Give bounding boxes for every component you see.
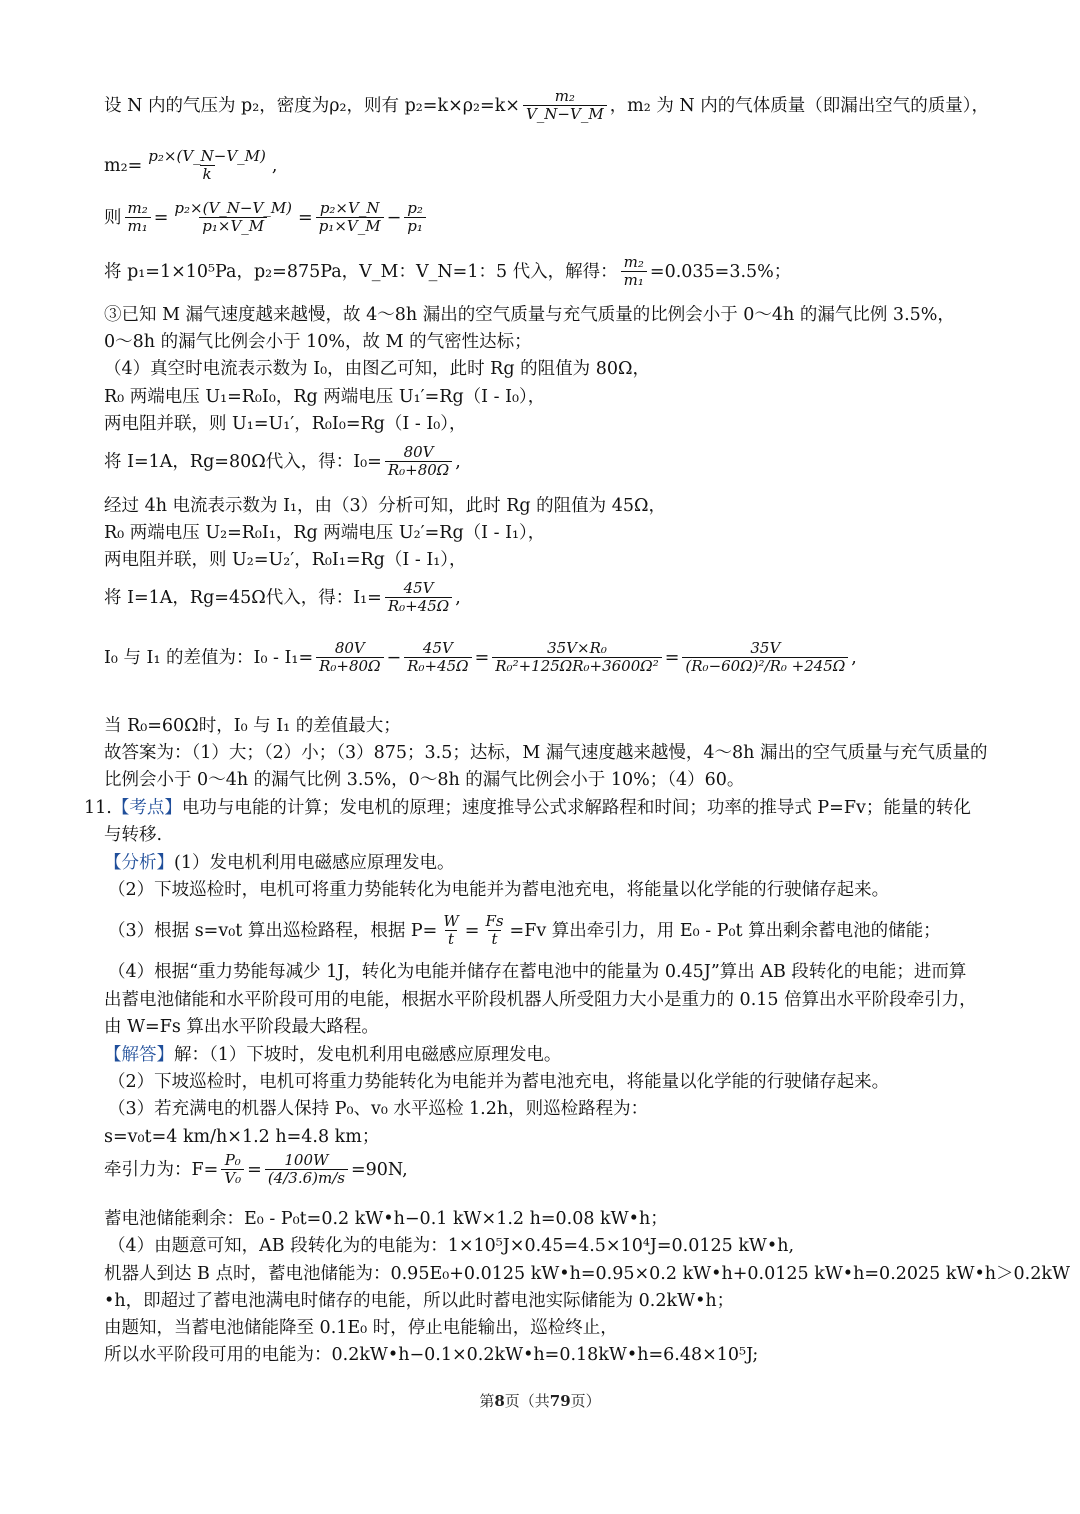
text-line: （2）下坡巡检时，电机可将重力势能转化为电能并为蓄电池充电，将能量以化学能的行驶储存起来。 bbox=[108, 880, 890, 900]
line-difference-expr: I₀ 与 I₁ 的差值为：I₀ - I₁= $\frac{80V}{\text{R₀+80Ω}}$ − $\frac{45V}{\text{R₀+45Ω}}$ = $\frac{\text{35V×R₀}}{\text{R₀²+125ΩR₀+3600Ω²}}$ = $\frac{35V}{\text{(R₀−60Ω)²/R₀ +245Ω}}$ , bbox=[104, 639, 857, 675]
fraction: $\frac{45V}{\text{R₀+45Ω}}$ bbox=[385, 580, 452, 615]
text: ，m₂ 为 N 内的气体质量（即漏出空气的质量）， bbox=[609, 95, 990, 116]
text-line: •h，即超过了蓄电池满电时储存的电能，所以此时蓄电池实际储能为 0.2kW•h； bbox=[104, 1291, 735, 1311]
text-line: ③已知 M 漏气速度越来越慢，故 4～8h 漏出的空气质量与充气质量的比例会小于 0～4h 的漏气比例 3.5%， bbox=[104, 305, 955, 325]
text-line: 两电阻并联，则 U₁=U₁′，R₀I₀=Rg（I - I₀）， bbox=[104, 414, 467, 434]
fraction: $\frac{\text{35V×R₀}}{\text{R₀²+125ΩR₀+3600Ω²}}$ bbox=[492, 640, 661, 675]
text-line: （3）若充满电的机器人保持 P₀、v₀ 水平巡检 1.2h，则巡检路程为： bbox=[108, 1099, 649, 1119]
text-line: 由 W=Fs 算出水平阶段最大路程。 bbox=[104, 1017, 379, 1037]
fraction: $\frac{\text{m₂}}{V\_N-V\_M}$ bbox=[523, 88, 607, 123]
fraction: $\frac{W}{t}$ bbox=[443, 912, 459, 948]
fraction: $\frac{100W}{(4/3.6)m/s}$ bbox=[265, 1152, 348, 1187]
question-number: 11. bbox=[84, 798, 112, 818]
fraction: $\frac{\text{p₂×(V\_N−V\_M)}}{k}$ bbox=[148, 147, 266, 183]
text-line: 所以水平阶段可用的电能为：0.2kW•h−0.1×0.2kW•h=0.18kW•h=6.48×10⁵J; bbox=[104, 1345, 759, 1365]
text-line: R₀ 两端电压 U₂=R₀I₁，Rg 两端电压 U₂′=Rg（I - I₁）， bbox=[104, 523, 546, 543]
tag-kaodian: 【考点】 bbox=[111, 798, 182, 818]
page-number: 8 bbox=[494, 1392, 505, 1410]
text-line: 两电阻并联，则 U₂=U₂′，R₀I₁=Rg（I - I₁）， bbox=[104, 550, 467, 570]
fraction: $\frac{\text{m₂}}{\text{m₁}}$ bbox=[125, 200, 151, 235]
fraction: $\frac{\text{p₂×(V\_N−V\_M)}}{\text{p₁×V\_M}}$ bbox=[174, 199, 293, 235]
text-line: （4）根据“重力势能每减少 1J，转化为电能并储存在蓄电池中的能量为 0.45J”算出 AB 段转化的电能；进而算 bbox=[108, 962, 967, 982]
text-line: 0～8h 的漏气比例会小于 10%，故 M 的气密性达标； bbox=[104, 332, 532, 352]
line-ratio-expr: 则 $\frac{\text{m₂}}{\text{m₁}}$ = $\frac{\text{p₂×(V\_N−V\_M)}}{\text{p₁×V\_M}}$ = $\frac{\text{p₂×V\_N}}{\text{p₁×V\_M}}$ − $\frac{\text{p₂}}{\text{p₁}}$ bbox=[104, 200, 1010, 235]
fraction: $\frac{\text{p₂×V\_N}}{\text{p₁×V\_M}}$ bbox=[316, 200, 384, 235]
text-line: R₀ 两端电压 U₁=R₀I₀，Rg 两端电压 U₁′=Rg（I - I₀）， bbox=[104, 387, 546, 407]
fraction: $\frac{\text{p₂}}{\text{p₁}}$ bbox=[404, 200, 426, 235]
tag-fenxi: 【分析】 bbox=[104, 853, 174, 873]
line-n-pressure bbox=[104, 88, 1010, 123]
line-m2-expr: m₂= $\frac{\text{p₂×(V\_N−V\_M)}}{k}$ , bbox=[104, 147, 278, 183]
fraction: $\frac{80V}{\text{R₀+80Ω}}$ bbox=[316, 640, 383, 675]
text-line: 经过 4h 电流表示数为 I₁，由（3）分析可知，此时 Rg 的阻值为 45Ω， bbox=[104, 496, 666, 516]
line-power-formula: （3）根据 s=v₀t 算出巡检路程，根据 P= $\frac{W}{t}$ = $\frac{Fs}{t}$ =Fv 算出牵引力，用 E₀ - P₀t 算出剩余蓄电池的储能； bbox=[108, 912, 941, 948]
text-line: （4）由题意可知，AB 段转化为的电能为：1×10⁵J×0.45=4.5×10⁴J=0.0125 kW•h, bbox=[108, 1236, 795, 1256]
analysis-line: 【分析】(1）发电机利用电磁感应原理发电。 bbox=[104, 853, 455, 873]
fraction: $\frac{Fs}{t}$ bbox=[485, 912, 504, 948]
text-line: 由题知，当蓄电池储能降至 0.1E₀ 时，停止电能输出，巡检终止， bbox=[104, 1318, 618, 1338]
text-line: 故答案为：（1）大；（2）小；（3）875；3.5；达标，M 漏气速度越来越慢，4～8h 漏出的空气质量与充气质量的 bbox=[104, 743, 988, 763]
text-line: s=v₀t=4 km/h×1.2 h=4.8 km； bbox=[104, 1127, 380, 1147]
text-line: （4）真空时电流表示数为 I₀，由图乙可知，此时 Rg 的阻值为 80Ω， bbox=[104, 359, 650, 379]
line-traction-force: 牵引力为：F= $\frac{\text{P₀}}{\text{V₀}}$ = $\frac{100W}{(4/3.6)m/s}$ =90N, bbox=[104, 1151, 408, 1187]
text-line: 出蓄电池储能和水平阶段可用的电能，根据水平阶段机器人所受阻力大小是重力的 0.15 倍算出水平阶段牵引力， bbox=[104, 990, 977, 1010]
text-line: 蓄电池储能剩余：E₀ - P₀t=0.2 kW•h−0.1 kW×1.2 h=0.08 kW•h； bbox=[104, 1209, 668, 1229]
fraction: $\frac{45V}{\text{R₀+45Ω}}$ bbox=[404, 640, 471, 675]
fraction: $\frac{35V}{\text{(R₀−60Ω)²/R₀ +245Ω}}$ bbox=[682, 640, 848, 675]
fraction: $\frac{\text{P₀}}{\text{V₀}}$ bbox=[221, 1152, 244, 1187]
text-line: 当 R₀=60Ω时，I₀ 与 I₁ 的差值最大； bbox=[104, 716, 401, 736]
page-footer: 第8页（共79页） bbox=[479, 1392, 601, 1410]
question-11-topic: 11.【考点】电功与电能的计算；发电机的原理；速度推导公式求解路程和时间；功率的推导式 P=Fv；能量的转化 bbox=[84, 798, 971, 818]
text-line: 比例会小于 0～4h 的漏气比例 3.5%，0～8h 的漏气比例会小于 10%；（4）60。 bbox=[104, 770, 745, 790]
answer-line: 【解答】解：（1）下坡时，发电机利用电磁感应原理发电。 bbox=[104, 1045, 562, 1065]
text-line: 与转移. bbox=[104, 825, 163, 845]
line-i0-expr: 将 I=1A，Rg=80Ω代入，得：I₀= $\frac{80V}{\text{R₀+80Ω}}$ , bbox=[104, 443, 461, 479]
line-ratio-result: 将 p₁=1×10⁵Pa，p₂=875Pa，V_M：V_N=1：5 代入，解得： $\frac{\text{m₂}}{\text{m₁}}$ =0.035=3.5%； bbox=[104, 253, 792, 289]
fraction: $\frac{80V}{\text{R₀+80Ω}}$ bbox=[385, 444, 452, 479]
fraction: $\frac{\text{m₂}}{\text{m₁}}$ bbox=[621, 254, 647, 289]
total-pages: 79 bbox=[549, 1392, 571, 1410]
line-i1-expr: 将 I=1A，Rg=45Ω代入，得：I₁= $\frac{45V}{\text{R₀+45Ω}}$ , bbox=[104, 579, 461, 615]
text-line: 机器人到达 B 点时，蓄电池储能为：0.95E₀+0.0125 kW•h=0.95×0.2 kW•h+0.0125 kW•h=0.2025 kW•h＞0.2kW bbox=[104, 1264, 1070, 1284]
text: 设 N 内的气压为 p₂，密度为ρ₂，则有 p₂=k×ρ₂=k× bbox=[104, 95, 520, 116]
text-line: （2）下坡巡检时，电机可将重力势能转化为电能并为蓄电池充电，将能量以化学能的行驶储存起来。 bbox=[108, 1072, 890, 1092]
tag-jieda: 【解答】 bbox=[104, 1045, 174, 1065]
